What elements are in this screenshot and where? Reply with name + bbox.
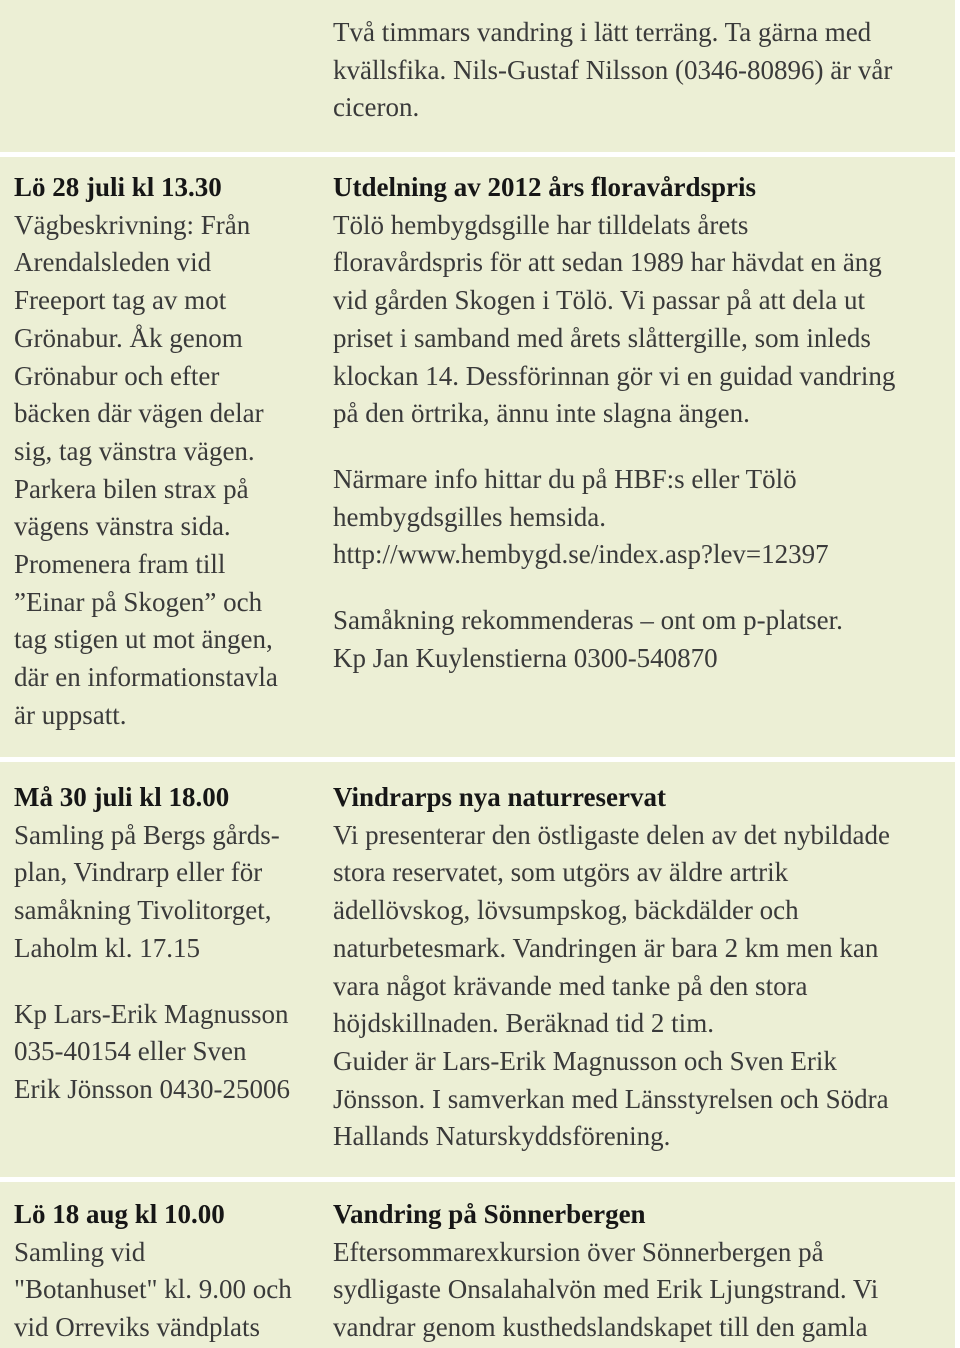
event-3-contact: Kp Lars-Erik Magnusson 035-40154 eller Sven Erik Jönsson 0430-25006 [14,998,290,1104]
event-3-title: Vindrarps nya naturreservat [333,782,666,812]
event-1-description: Två timmars vandring i lätt terräng. Ta gärna med kvällsfika. Nils-Gustaf Nilsson (0346-80896) är vår ciceron. [333,17,893,123]
event-row-4 [0,1182,955,1348]
event-2-title: Utdelning av 2012 års floravårdspris [333,172,757,202]
event-4-when [14,1196,314,1347]
event-2-contact: Samåkning rekommenderas – ont om p-platser. Kp Jan Kuylenstierna 0300-540870 [333,605,843,673]
event-3-date: Må 30 juli kl 18.00 [14,782,230,812]
event-4-date: Lö 18 aug kl 10.00 [14,1199,225,1229]
event-4-title: Vandring på Sönnerbergen [333,1199,646,1229]
event-1-details [333,14,948,127]
event-4-details [333,1196,948,1347]
event-2-info: Närmare info hittar du på HBF:s eller Tölö hembygdsgilles hemsida. http://www.hembygd.se/index.asp?lev=12397 [333,463,829,570]
event-4-meeting-point: Samling vid "Botanhuset" kl. 9.00 och vid Orreviks vändplats [14,1236,292,1343]
event-3-details [333,779,948,1156]
event-3-meeting-point: Samling på Bergs gårds- plan, Vindrarp eller för samåkning Tivolitorget, Laholm kl. 17.15 [14,819,280,963]
event-2-description: Tölö hembygdsgille har tilldelats årets floravårdspris för att sedan 1989 har hävdat en äng vid gården Skogen i Tölö. Vi passar på att dela ut priset i samband med årets slåttergille, som inleds klockan 14. Dessförinnan gör vi en guidad vandring på den örtrika, ännu inte slagna ängen. [333,209,896,429]
event-2-directions: Vägbeskrivning: Från Arendalsleden vid Freeport tag av mot Grönabur. Åk genom Grönabur och efter bäcken där vägen delar sig, tag vänstra vägen. Parkera bilen strax på vägens vänstra sida. Promenera fram till ”Einar på Skogen” och tag stigen ut mot ängen, där en informationstavla är uppsatt. [14,209,278,730]
event-4-description: Eftersommarexkursion över Sönnerbergen på sydligaste Onsalahalvön med Erik Ljungstrand. Vi vandrar genom kusthedslandskapet till den gamla [333,1236,879,1343]
event-2-details [333,169,948,677]
event-row-2 [0,157,955,757]
event-row-1 [0,0,955,152]
event-3-when [14,779,314,1109]
event-3-description: Vi presenterar den östligaste delen av det nybildade stora reservatet, som utgörs av äldre artrik ädellövskog, lövsumpskog, bäckdälder och naturbetesmark. Vandringen är bara 2 km men kan vara något krävande med tanke på den stora höjdskillnaden. Beräknad tid 2 tim. Guider är Lars-Erik Magnusson och Sven Erik Jönsson. I samverkan med Länsstyrelsen och Södra Hallands Naturskyddsförening. [333,819,890,1152]
event-row-3 [0,762,955,1177]
event-2-date: Lö 28 juli kl 13.30 [14,172,222,202]
event-2-when [14,169,314,735]
